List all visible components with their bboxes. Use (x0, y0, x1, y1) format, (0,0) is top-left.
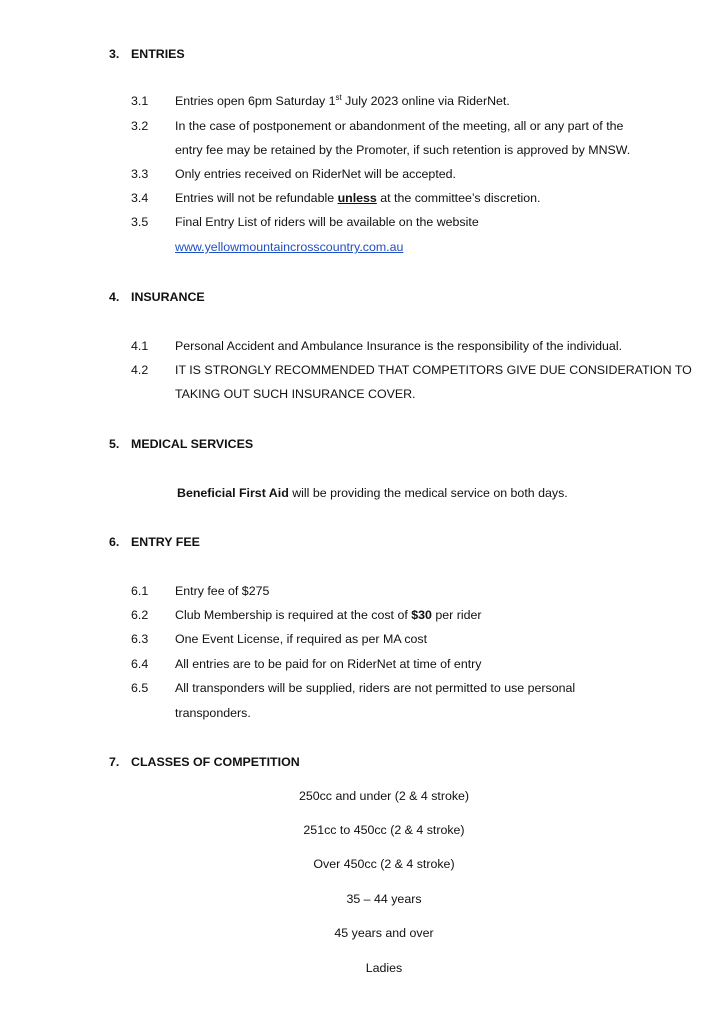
section-number: 3. (109, 47, 120, 61)
list-item-6-3 (131, 632, 427, 646)
item-text: Final Entry List of riders will be available on the website (175, 215, 479, 229)
item-text: Entries will not be refundable unless at the committee’s discretion. (175, 191, 541, 205)
list-item-6-2 (131, 608, 482, 622)
item-number: 3.1 (131, 94, 149, 108)
section-number: 4. (109, 290, 120, 304)
list-item-3-5 (131, 215, 479, 229)
item-text: In the case of postponement or abandonment of the meeting, all or any part of the (175, 119, 624, 133)
section-title: INSURANCE (131, 290, 205, 304)
section-number: 6. (109, 535, 120, 549)
class-item: 250cc and under (2 & 4 stroke) (298, 789, 470, 803)
item-number: 6.4 (131, 657, 149, 671)
provider-name: Beneficial First Aid (177, 486, 289, 500)
item-text: Only entries received on RiderNet will be accepted. (175, 167, 456, 181)
section-number: 7. (109, 755, 120, 769)
item-number: 6.2 (131, 608, 149, 622)
class-item: Over 450cc (2 & 4 stroke) (313, 857, 455, 871)
item-number: 6.3 (131, 632, 149, 646)
list-item-3-4 (131, 191, 541, 205)
item-number: 6.1 (131, 584, 149, 598)
list-item-6-4 (131, 657, 481, 671)
section-heading-medical (109, 437, 253, 451)
list-item-4-1 (131, 339, 622, 353)
section-heading-entries (109, 47, 185, 61)
list-item-6-5-continued: transponders. (175, 706, 251, 720)
item-number: 4.1 (131, 339, 149, 353)
medical-services-text: Beneficial First Aid will be providing the medical service on both days. (177, 486, 568, 500)
list-item-6-1 (131, 584, 269, 598)
item-text: Club Membership is required at the cost of $30 per rider (175, 608, 482, 622)
item-number: 3.4 (131, 191, 149, 205)
item-text: One Event License, if required as per MA cost (175, 632, 428, 646)
item-number: 4.2 (131, 363, 149, 377)
list-item-3-2-continued: entry fee may be retained by the Promoter, if such retention is approved by MNSW. (175, 143, 631, 157)
item-text: Entry fee of $275 (175, 584, 270, 598)
website-link[interactable]: www.yellowmountaincrosscountry.com.au (175, 240, 404, 254)
list-item-6-5 (131, 681, 575, 695)
list-item-3-1 (131, 94, 510, 108)
class-item: Ladies (365, 961, 403, 975)
section-number: 5. (109, 437, 120, 451)
section-heading-classes (109, 755, 300, 769)
list-item-4-2-continued: TAKING OUT SUCH INSURANCE COVER. (175, 387, 416, 401)
class-item: 45 years and over (334, 926, 434, 940)
membership-cost: $30 (411, 608, 432, 622)
section-heading-entry-fee (109, 535, 200, 549)
section-title: MEDICAL SERVICES (131, 437, 254, 451)
item-text: IT IS STRONGLY RECOMMENDED THAT COMPETITORS GIVE DUE CONSIDERATION TO (175, 363, 692, 377)
class-item: 35 – 44 years (346, 892, 422, 906)
section-heading-insurance (109, 290, 205, 304)
section-title: CLASSES OF COMPETITION (131, 755, 300, 769)
superscript: st (335, 92, 342, 102)
item-text: Personal Accident and Ambulance Insurance is the responsibility of the individual. (175, 339, 623, 353)
section-title: ENTRIES (131, 47, 185, 61)
item-text: Entries open 6pm Saturday 1st July 2023 online via RiderNet. (175, 92, 510, 108)
website-link-line (175, 240, 403, 254)
list-item-3-3 (131, 167, 456, 181)
emphasis-unless: unless (337, 191, 377, 205)
item-number: 3.2 (131, 119, 149, 133)
item-text: All entries are to be paid for on RiderNet at time of entry (175, 657, 482, 671)
item-number: 3.3 (131, 167, 149, 181)
section-title: ENTRY FEE (131, 535, 200, 549)
class-item: 251cc to 450cc (2 & 4 stroke) (303, 823, 465, 837)
list-item-3-2 (131, 119, 623, 133)
item-text: All transponders will be supplied, riders are not permitted to use personal (175, 681, 576, 695)
list-item-4-2 (131, 363, 692, 377)
item-number: 6.5 (131, 681, 149, 695)
item-number: 3.5 (131, 215, 149, 229)
